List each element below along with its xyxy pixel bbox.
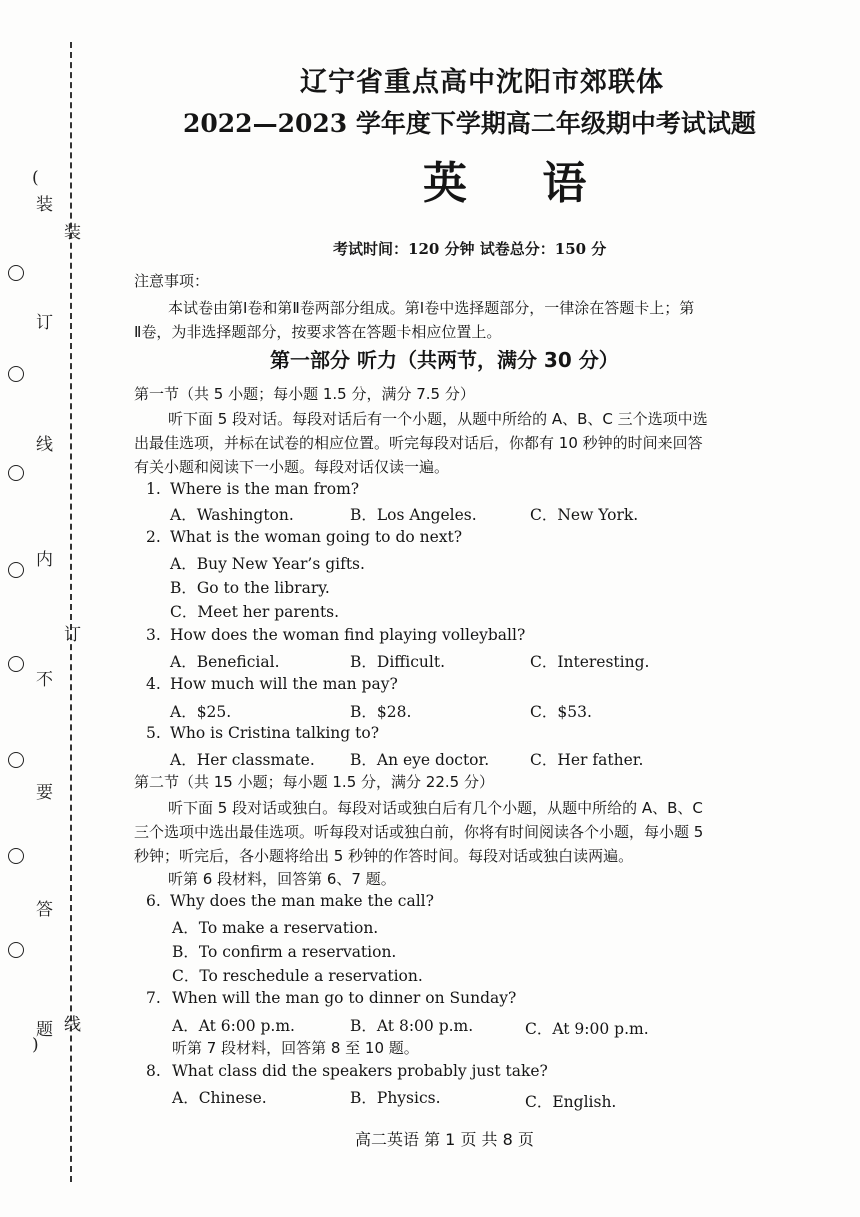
binding-char: 线 <box>36 435 53 455</box>
question-text: How does the woman find playing volleyball? <box>170 626 526 644</box>
binding-hole-circle <box>8 942 24 958</box>
question-number: 4. <box>146 675 161 693</box>
exam-info: 考试时间：120 分钟 试卷总分：150 分 <box>333 240 607 258</box>
material-note: 听第 6 段材料，回答第 6、7 题。 <box>168 870 396 888</box>
option-a: A．Beneficial. <box>170 653 280 671</box>
binding-char: 装 <box>36 195 53 215</box>
section1-heading: 第一节（共 5 小题；每小题 1.5 分，满分 7.5 分） <box>134 385 475 403</box>
exam-title-line1: 辽宁省重点高中沈阳市郊联体 <box>300 67 664 98</box>
option-c: C．$53. <box>530 703 592 721</box>
question-number: 2. <box>146 528 161 546</box>
binding-char: 答 <box>36 900 53 920</box>
option-b: B．At 8:00 p.m. <box>350 1017 474 1035</box>
option-a: A．Buy New Year’s gifts. <box>170 555 365 573</box>
part1-title: 第一部分 听力（共两节，满分 30 分） <box>270 348 619 372</box>
binding-inner-char: 订 <box>64 625 81 645</box>
binding-hole-circle <box>8 656 24 672</box>
question-text: Why does the man make the call? <box>170 892 434 910</box>
binding-hole-circle <box>8 752 24 768</box>
option-a: A．To make a reservation. <box>172 919 379 937</box>
notice-line: Ⅱ卷，为非选择题部分，按要求答在答题卡相应位置上。 <box>134 323 502 341</box>
option-c: C．At 9:00 p.m. <box>525 1020 649 1038</box>
question-text: How much will the man pay? <box>170 675 398 693</box>
option-a: A．Chinese. <box>172 1089 267 1107</box>
question-number: 1. <box>146 480 161 498</box>
binding-char: 题 <box>36 1020 53 1040</box>
section1-instruction: 出最佳选项，并标在试卷的相应位置。听完每段对话后，你都有 10 秒钟的时间来回答 <box>134 434 703 452</box>
option-b: B．To confirm a reservation. <box>172 943 397 961</box>
notice-heading: 注意事项： <box>134 272 210 290</box>
section2-heading: 第二节（共 15 小题；每小题 1.5 分，满分 22.5 分） <box>134 773 494 791</box>
option-c: C．To reschedule a reservation. <box>172 967 423 985</box>
binding-hole-circle <box>8 366 24 382</box>
binding-char: 要 <box>36 783 53 803</box>
option-c: C．Meet her parents. <box>170 603 340 621</box>
binding-hole-circle <box>8 465 24 481</box>
binding-hole-circle <box>8 562 24 578</box>
question-number: 8. <box>146 1062 161 1080</box>
section1-instruction: 有关小题和阅读下一小题。每段对话仅读一遍。 <box>134 458 450 476</box>
binding-hole-circle <box>8 265 24 281</box>
option-c: C．Interesting. <box>530 653 650 671</box>
question-text: Where is the man from? <box>170 480 360 498</box>
binding-hole-circle <box>8 848 24 864</box>
notice-line: 本试卷由第Ⅰ卷和第Ⅱ卷两部分组成。第Ⅰ卷中选择题部分，一律涂在答题卡上；第 <box>168 299 695 317</box>
option-b: B．$28. <box>350 703 412 721</box>
exam-title-line2: 2022—2023 学年度下学期高二年级期中考试试题 <box>183 109 756 138</box>
option-a: A．Washington. <box>170 506 294 524</box>
option-b: B．Los Angeles. <box>350 506 477 524</box>
option-c: C．New York. <box>530 506 639 524</box>
question-number: 5. <box>146 724 161 742</box>
option-b: B．Go to the library. <box>170 579 330 597</box>
section2-instruction: 听下面 5 段对话或独白。每段对话或独白后有几个小题，从题中所给的 A、B、C <box>168 799 703 817</box>
question-text: What class did the speakers probably just take? <box>172 1062 548 1080</box>
binding-char: 订 <box>36 313 53 333</box>
option-b: B．Physics. <box>350 1089 441 1107</box>
option-a: A．At 6:00 p.m. <box>172 1017 295 1035</box>
option-c: C．Her father. <box>530 751 644 769</box>
question-number: 7. <box>146 989 161 1007</box>
question-text: When will the man go to dinner on Sunday? <box>172 989 517 1007</box>
binding-inner-char: 线 <box>64 1015 81 1035</box>
section2-instruction: 秒钟；听完后，各小题将给出 5 秒钟的作答时间。每段对话或独白读两遍。 <box>134 847 634 865</box>
question-text: What is the woman going to do next? <box>170 528 463 546</box>
material-note: 听第 7 段材料，回答第 8 至 10 题。 <box>172 1039 419 1057</box>
binding-inner-char: 装 <box>64 223 81 243</box>
option-b: B．An eye doctor. <box>350 751 490 769</box>
option-c: C．English. <box>525 1093 617 1111</box>
question-number: 6. <box>146 892 161 910</box>
page-footer: 高二英语 第 1 页 共 8 页 <box>355 1130 534 1149</box>
section2-instruction: 三个选项中选出最佳选项。听每段对话或独白前，你将有时间阅读各个小题，每小题 5 <box>134 823 704 841</box>
binding-char: 不 <box>36 670 53 690</box>
option-a: A．Her classmate. <box>170 751 315 769</box>
option-a: A．$25. <box>170 703 232 721</box>
option-b: B．Difficult. <box>350 653 446 671</box>
binding-char: ) <box>32 1035 39 1055</box>
section1-instruction: 听下面 5 段对话。每段对话后有一个小题，从题中所给的 A、B、C 三个选项中选 <box>168 410 708 428</box>
question-text: Who is Cristina talking to? <box>170 724 380 742</box>
binding-char: 内 <box>36 550 53 570</box>
question-number: 3. <box>146 626 161 644</box>
subject-title: 英 语 <box>423 158 617 209</box>
binding-char: ( <box>32 168 39 188</box>
